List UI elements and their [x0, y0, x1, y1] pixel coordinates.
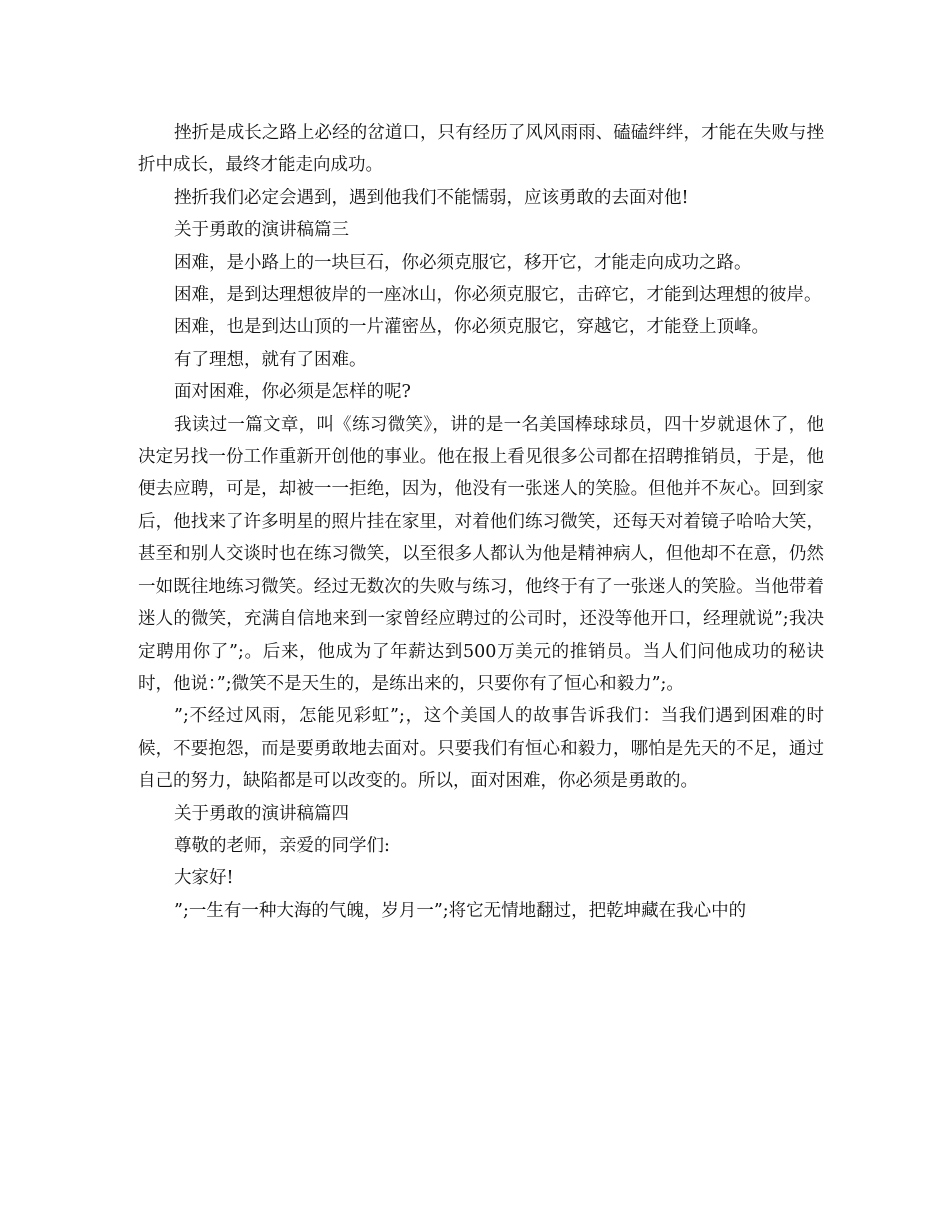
paragraph: 挫折是成长之路上必经的岔道口，只有经历了风风雨雨、磕磕绊绊，才能在失败与挫折中成长，最终才能走向成功。	[138, 123, 824, 176]
salutation: 尊敬的老师，亲爱的同学们:	[174, 835, 390, 856]
section-heading: 关于勇敢的演讲稿篇四	[174, 803, 349, 824]
paragraph: 困难，是到达理想彼岸的一座冰山，你必须克服它，击碎它，才能到达理想的彼岸。	[174, 285, 822, 306]
paragraph: 我读过一篇文章，叫《练习微笑》，讲的是一名美国棒球球员，四十岁就退休了，他决定另找一份工作重新开创他的事业。他在报上看见很多公司都在招聘推销员，于是，他便去应聘，可是，却被一一拒绝，因为，他没有一张迷人的笑脸。但他并不灰心。回到家后，他找来了许多明星的照片挂在家里，对着他们练习微笑，还每天对着镜子哈哈大笑，甚至和别人交谈时也在练习微笑，以至很多人都认为他是精神病人，但他却不在意，仍然一如既往地练习微笑。经过无数次的失败与练习，他终于有了一张迷人的笑脸。当他带着迷人的微笑，充满自信地来到一家曾经应聘过的公司时，还没等他开口，经理就说”;我决定聘用你了”;。后来，他成为了年薪达到500万美元的推销员。当人们问他成功的秘诀时，他说：”;微笑不是天生的，是练出来的，只要你有了恒心和毅力”;。	[138, 414, 824, 694]
paragraph: 困难，也是到达山顶的一片灌密丛，你必须克服它，穿越它，才能登上顶峰。	[174, 317, 769, 338]
paragraph: 面对困难，你必须是怎样的呢?	[174, 382, 411, 403]
paragraph: 有了理想，就有了困难。	[174, 349, 367, 370]
greeting: 大家好!	[174, 868, 234, 889]
paragraph: 挫折我们必定会遇到，遇到他我们不能懦弱，应该勇敢的去面对他!	[174, 187, 689, 208]
section-heading: 关于勇敢的演讲稿篇三	[174, 220, 349, 241]
paragraph: ”;不经过风雨，怎能见彩虹”;，这个美国人的故事告诉我们：当我们遇到困难的时候，不要抱怨，而是要勇敢地去面对。只要我们有恒心和毅力，哪怕是先天的不足，通过自己的努力，缺陷都是可以改变的。所以，面对困难，你必须是勇敢的。	[138, 706, 824, 792]
paragraph: 困难，是小路上的一块巨石，你必须克服它，移开它，才能走向成功之路。	[174, 252, 752, 273]
paragraph: ”;一生有一种大海的气魄，岁月一”;将它无情地翻过，把乾坤藏在我心中的	[174, 900, 747, 921]
document-body	[138, 117, 824, 927]
